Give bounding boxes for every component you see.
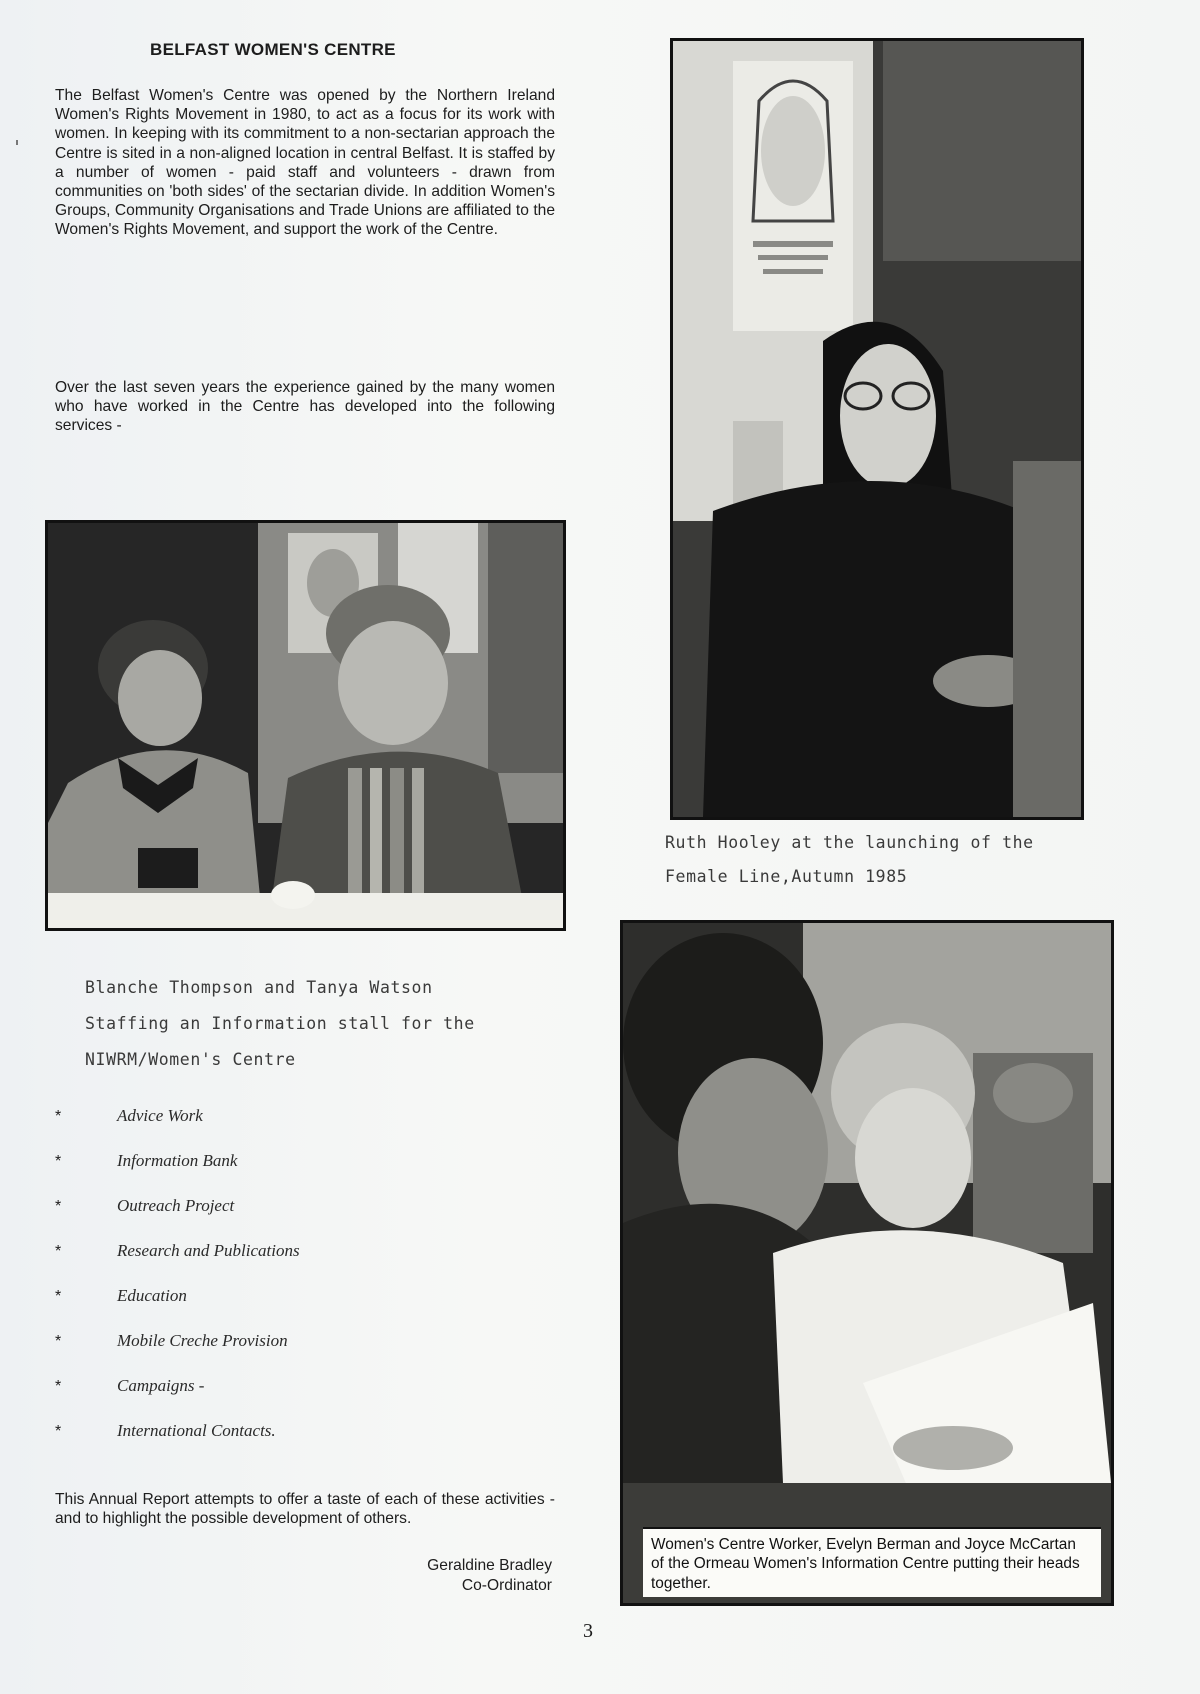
service-label: Mobile Creche Provision [117, 1331, 288, 1350]
caption-line: Female Line,Autumn 1985 [665, 867, 908, 886]
service-label: Outreach Project [117, 1196, 235, 1215]
services-list [55, 1106, 535, 1466]
service-label: International Contacts. [117, 1421, 276, 1440]
list-item [55, 1286, 535, 1331]
services-intro-paragraph: Over the last seven years the experience gained by the many women who have worked in the Centre has developed into the following services - [55, 379, 555, 435]
signature [312, 1556, 552, 1596]
service-label: Information Bank [117, 1151, 238, 1170]
bullet: * [55, 1243, 62, 1260]
caption-information-stall [85, 970, 605, 1078]
bullet: * [55, 1378, 62, 1395]
bullet: * [55, 1153, 62, 1170]
bullet: * [55, 1198, 62, 1215]
list-item [55, 1376, 535, 1421]
list-item [55, 1151, 535, 1196]
intro-paragraph: The Belfast Women's Centre was opened by the Northern Ireland Women's Rights Movement in 1980, to act as a focus for its work with women. In keeping with its commitment to a non-sectarian approach the Centre is sited in a non-aligned location in central Belfast. It is staffed by a number of women - paid staff and volunteers - drawn from communities on 'both sides' of the sectarian divide. In addition Women's Groups, Community Organisations and Trade Unions are affiliated to the Women's Rights Movement, and support the work of the Centre. [55, 87, 555, 239]
bullet: * [55, 1288, 62, 1305]
caption-line: Staffing an Information stall for the [85, 1014, 475, 1033]
list-item [55, 1331, 535, 1376]
bullet: * [55, 1333, 62, 1350]
list-item [55, 1106, 535, 1151]
closing-paragraph: This Annual Report attempts to offer a taste of each of these activities - and to highlight the possible development of others. [55, 1491, 555, 1528]
page-number: 3 [583, 1620, 593, 1642]
photo-information-stall [45, 520, 566, 931]
scan-speck [16, 140, 18, 145]
list-item [55, 1241, 535, 1286]
signature-name: Geraldine Bradley [427, 1557, 552, 1574]
bullet: * [55, 1423, 62, 1440]
service-label: Education [117, 1286, 187, 1305]
signature-role: Co-Ordinator [461, 1577, 552, 1594]
page-title: BELFAST WOMEN'S CENTRE [150, 40, 396, 59]
service-label: Advice Work [117, 1106, 203, 1125]
caption-heads-together: Women's Centre Worker, Evelyn Berman and Joyce McCartan of the Ormeau Women's Information Centre putting their heads together. [643, 1527, 1101, 1598]
caption-ruth-hooley [665, 826, 1105, 894]
photo-heads-together [620, 920, 1114, 1606]
service-label: Research and Publications [117, 1241, 300, 1260]
service-label: Campaigns - [117, 1376, 205, 1395]
caption-line: Blanche Thompson and Tanya Watson [85, 978, 433, 997]
photo-ruth-hooley [670, 38, 1084, 820]
caption-line: NIWRM/Women's Centre [85, 1050, 296, 1069]
caption-line: Ruth Hooley at the launching of the [665, 833, 1034, 852]
list-item [55, 1196, 535, 1241]
list-item [55, 1421, 535, 1466]
bullet: * [55, 1108, 62, 1125]
